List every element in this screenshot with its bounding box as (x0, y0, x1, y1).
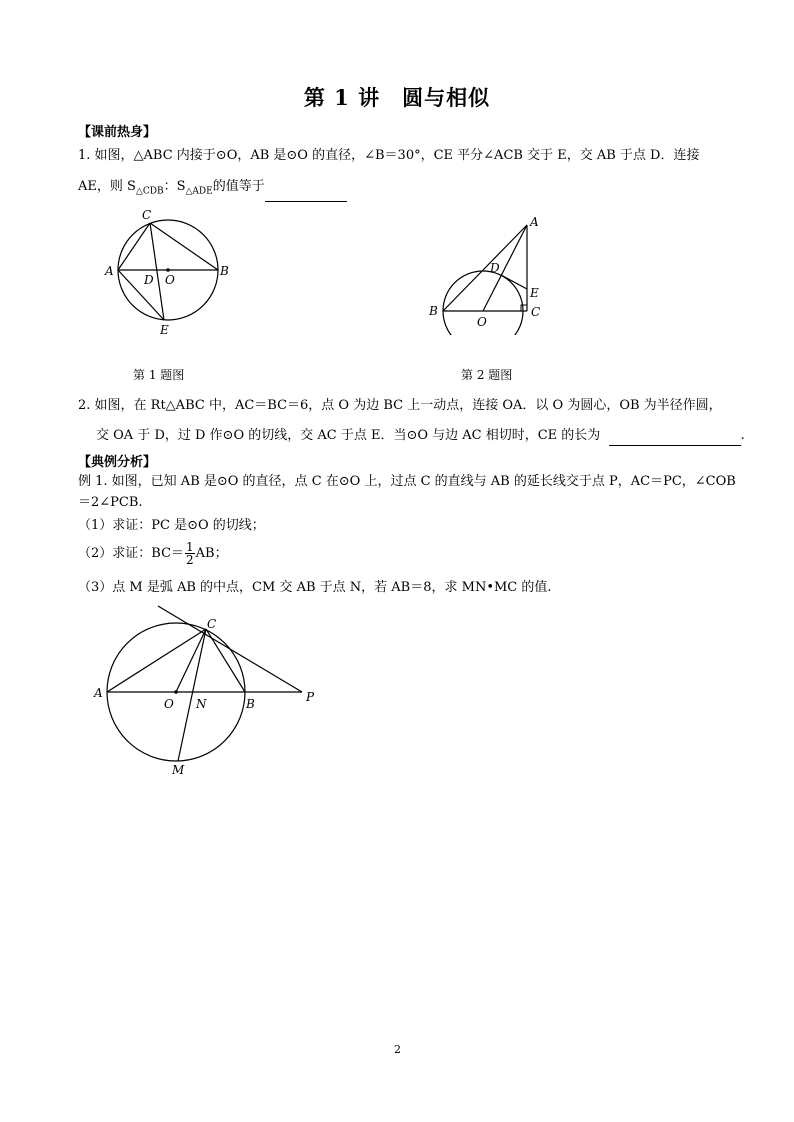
part-2-text-a: （2）求证：BC＝ (78, 546, 185, 561)
example-1-part-1: （1）求证：PC 是⊙O 的切线； (78, 518, 265, 533)
section-heading-warmup: 【课前热身】 (78, 125, 157, 140)
fig3-label-a: A (94, 686, 103, 700)
question-1-text-c: 的值等于 (212, 179, 265, 194)
question-2-line-1: 2. 如图，在 Rt△ABC 中，AC＝BC＝6，点 O 为边 BC 上一动点，连接 OA．以 O 为圆心，OB 为半径作圆， (78, 398, 722, 413)
example-1-line-2: ＝2∠PCB. (78, 495, 143, 510)
fig2-label-b: B (429, 304, 438, 318)
fig3-label-c: C (207, 617, 217, 631)
fraction-numerator: 1 (186, 540, 194, 554)
fig1-segment-ce (150, 223, 164, 320)
fig1-segment-cb (150, 223, 218, 270)
example-1-part-2 (78, 541, 228, 566)
fig2-label-c: C (531, 305, 541, 319)
fig2-label-e: E (530, 286, 539, 300)
fig3-segment-cm (178, 629, 206, 761)
fig1-label-a: A (105, 264, 114, 278)
fig2-segment-ba (443, 225, 527, 311)
fraction-one-half (185, 541, 195, 566)
page-title: 第 1 讲 圆与相似 (303, 85, 491, 110)
fig1-center-dot (166, 268, 170, 272)
example-1-part-3: （3）点 M 是弧 AB 的中点，CM 交 AB 于点 N，若 AB＝8，求 MN•MC 的值. (78, 580, 552, 595)
question-1-text-b: ：S (163, 179, 186, 194)
question-1-line-1: 1. 如图，△ABC 内接于⊙O，AB 是⊙O 的直径，∠B＝30°，CE 平分∠ACB 交于 E，交 AB 于点 D．连接 (78, 148, 700, 163)
fig3-label-n: N (196, 697, 207, 711)
fig2-tangent-de (501, 275, 527, 289)
figure-1-circle-diagram (98, 205, 238, 345)
fig1-label-b: B (220, 264, 229, 278)
fig1-label-d: D (144, 273, 154, 287)
fig3-label-p: P (306, 690, 315, 704)
figure-1-caption: 第 1 题图 (133, 368, 185, 382)
question-1-text-a: AE，则 S (78, 179, 136, 194)
fig1-segment-ac (118, 223, 150, 270)
fig2-label-d: D (490, 261, 500, 275)
fig3-segment-cb (206, 629, 245, 692)
question-2-end: . (740, 428, 745, 443)
figure-3-tangent-diagram (90, 600, 330, 780)
fig3-label-b: B (246, 697, 255, 711)
section-heading-analysis: 【典例分析】 (78, 455, 157, 470)
fig3-label-o: O (164, 697, 174, 711)
figure-2-triangle-diagram (425, 210, 555, 335)
fig2-right-angle-mark (521, 305, 527, 311)
fig2-label-a: A (530, 215, 539, 229)
answer-blank-1[interactable] (265, 187, 347, 202)
example-1-line-1: 例 1. 如图，已知 AB 是⊙O 的直径，点 C 在⊙O 上，过点 C 的直线与 AB 的延长线交于点 P，AC＝PC，∠COB (78, 474, 736, 489)
answer-blank-2[interactable] (609, 431, 741, 446)
part-2-text-b: AB； (195, 546, 228, 561)
area-subscript-ade: △ADE (185, 186, 213, 197)
fig1-label-e: E (160, 323, 169, 337)
question-2-text: 交 OA 于 D，过 D 作⊙O 的切线，交 AC 于点 E．当⊙O 与边 AC 相切时，CE 的长为 (96, 428, 601, 443)
fig2-label-o: O (477, 315, 487, 329)
page-number: 2 (394, 1043, 401, 1056)
fig1-label-o: O (165, 273, 175, 287)
fig3-center-dot (174, 690, 178, 694)
fig1-label-c: C (142, 208, 152, 222)
fig3-tangent-line (158, 606, 302, 692)
question-1-line-2 (78, 177, 347, 202)
question-2-line-2 (96, 426, 745, 446)
figure-2-caption: 第 2 题图 (461, 368, 513, 382)
area-subscript-cdb: △CDB (135, 186, 164, 197)
fig3-label-m: M (172, 763, 185, 777)
fraction-denominator: 2 (186, 553, 194, 567)
